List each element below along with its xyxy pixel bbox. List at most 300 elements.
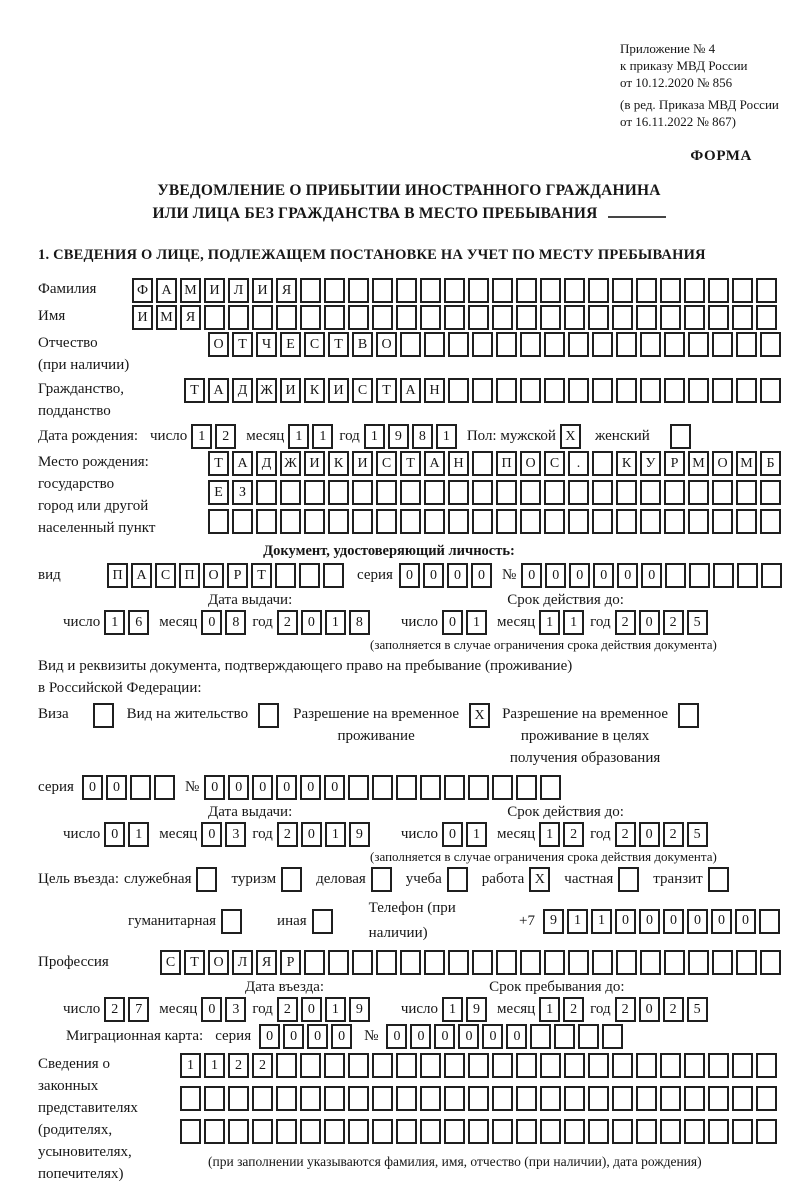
char-box[interactable] [196,867,217,892]
char-box[interactable] [640,509,661,534]
char-box[interactable] [348,1053,369,1078]
char-box[interactable] [154,775,175,800]
char-box[interactable] [468,775,489,800]
char-box[interactable] [228,1086,249,1111]
char-box[interactable] [420,775,441,800]
char-box[interactable] [688,332,709,357]
char-box[interactable] [324,1119,345,1144]
char-box[interactable]: 1 [364,424,385,449]
residence-issue-day-input[interactable] [104,822,149,847]
char-box[interactable] [612,1086,633,1111]
char-box[interactable] [472,332,493,357]
char-box[interactable] [688,480,709,505]
char-box[interactable] [640,378,661,403]
char-box[interactable]: С [304,332,325,357]
char-box[interactable]: 1 [104,610,125,635]
char-box[interactable]: Б [760,451,781,476]
char-box[interactable] [396,1119,417,1144]
birth-place-row3-input[interactable] [208,509,781,534]
char-box[interactable]: К [616,451,637,476]
char-box[interactable] [258,703,279,728]
char-box[interactable] [612,1119,633,1144]
char-box[interactable]: 1 [539,610,560,635]
char-box[interactable] [616,378,637,403]
char-box[interactable]: А [424,451,445,476]
char-box[interactable] [520,332,541,357]
char-box[interactable] [588,305,609,330]
char-box[interactable] [276,1119,297,1144]
residence-expiry-day-input[interactable] [442,822,487,847]
char-box[interactable] [568,332,589,357]
char-box[interactable] [616,480,637,505]
char-box[interactable] [472,378,493,403]
char-box[interactable]: 1 [128,822,149,847]
char-box[interactable]: 5 [687,997,708,1022]
residence-issue-month-input[interactable] [201,822,246,847]
char-box[interactable]: 0 [458,1024,479,1049]
char-box[interactable]: 7 [128,997,149,1022]
stay-day-input[interactable] [442,997,487,1022]
char-box[interactable] [578,1024,599,1049]
stay-month-input[interactable] [539,997,584,1022]
char-box[interactable] [256,480,277,505]
patronymic-input[interactable] [208,332,781,357]
char-box[interactable]: 2 [563,822,584,847]
char-box[interactable]: О [208,950,229,975]
char-box[interactable] [424,509,445,534]
char-box[interactable] [228,305,249,330]
char-box[interactable] [444,278,465,303]
residence-number-input[interactable] [204,775,561,800]
char-box[interactable]: 2 [663,610,684,635]
char-box[interactable]: 0 [434,1024,455,1049]
char-box[interactable] [732,1119,753,1144]
char-box[interactable] [640,950,661,975]
purpose-private-checkbox[interactable] [618,867,639,892]
char-box[interactable] [568,509,589,534]
char-box[interactable] [660,1086,681,1111]
char-box[interactable]: 2 [663,997,684,1022]
char-box[interactable]: О [203,563,224,588]
char-box[interactable]: 1 [325,610,346,635]
char-box[interactable] [664,480,685,505]
char-box[interactable] [348,278,369,303]
char-box[interactable]: 0 [324,775,345,800]
char-box[interactable] [492,1119,513,1144]
char-box[interactable] [424,480,445,505]
char-box[interactable] [564,305,585,330]
char-box[interactable]: 2 [563,997,584,1022]
char-box[interactable]: 0 [442,610,463,635]
char-box[interactable] [496,378,517,403]
char-box[interactable] [588,1086,609,1111]
char-box[interactable] [280,509,301,534]
char-box[interactable] [420,1086,441,1111]
char-box[interactable]: И [280,378,301,403]
legal-reps-row2-input[interactable] [180,1086,777,1111]
char-box[interactable] [554,1024,575,1049]
birth-month-input[interactable] [288,424,333,449]
char-box[interactable] [400,509,421,534]
char-box[interactable] [592,332,613,357]
char-box[interactable]: М [688,451,709,476]
char-box[interactable] [324,1086,345,1111]
char-box[interactable] [448,509,469,534]
char-box[interactable]: 9 [543,909,564,934]
char-box[interactable]: 0 [252,775,273,800]
char-box[interactable]: 8 [349,610,370,635]
char-box[interactable] [444,775,465,800]
char-box[interactable]: 0 [423,563,444,588]
char-box[interactable]: 0 [615,909,636,934]
char-box[interactable] [372,775,393,800]
char-box[interactable]: 1 [288,424,309,449]
char-box[interactable] [540,1053,561,1078]
char-box[interactable]: 0 [663,909,684,934]
char-box[interactable]: 0 [300,775,321,800]
char-box[interactable]: У [640,451,661,476]
char-box[interactable] [444,1119,465,1144]
char-box[interactable]: С [544,451,565,476]
char-box[interactable] [276,1086,297,1111]
identity-series-input[interactable] [399,563,492,588]
surname-input[interactable] [132,278,777,303]
char-box[interactable] [540,1119,561,1144]
char-box[interactable] [660,278,681,303]
char-box[interactable] [732,278,753,303]
char-box[interactable]: А [400,378,421,403]
char-box[interactable] [670,424,691,449]
char-box[interactable] [592,950,613,975]
char-box[interactable] [300,1119,321,1144]
char-box[interactable]: Ж [280,451,301,476]
char-box[interactable]: Ч [256,332,277,357]
char-box[interactable]: 0 [641,563,662,588]
char-box[interactable]: 0 [569,563,590,588]
char-box[interactable] [612,278,633,303]
char-box[interactable] [756,1053,777,1078]
char-box[interactable]: И [328,378,349,403]
char-box[interactable] [232,509,253,534]
char-box[interactable] [708,305,729,330]
char-box[interactable]: И [132,305,153,330]
char-box[interactable] [468,305,489,330]
char-box[interactable]: 0 [735,909,756,934]
char-box[interactable] [396,305,417,330]
char-box[interactable] [756,1086,777,1111]
char-box[interactable] [396,1053,417,1078]
char-box[interactable] [447,867,468,892]
char-box[interactable] [304,509,325,534]
char-box[interactable]: X [469,703,490,728]
char-box[interactable] [664,950,685,975]
char-box[interactable]: 0 [201,997,222,1022]
char-box[interactable]: М [180,278,201,303]
char-box[interactable]: 1 [466,822,487,847]
char-box[interactable] [516,1119,537,1144]
char-box[interactable] [280,480,301,505]
char-box[interactable] [304,480,325,505]
char-box[interactable] [713,563,734,588]
char-box[interactable] [348,1119,369,1144]
char-box[interactable] [540,278,561,303]
char-box[interactable] [712,480,733,505]
char-box[interactable] [544,378,565,403]
char-box[interactable]: 2 [277,610,298,635]
char-box[interactable]: Т [232,332,253,357]
char-box[interactable]: 0 [104,822,125,847]
char-box[interactable] [708,1086,729,1111]
char-box[interactable]: 0 [687,909,708,934]
purpose-study-checkbox[interactable] [447,867,468,892]
char-box[interactable]: И [252,278,273,303]
char-box[interactable]: 5 [687,610,708,635]
birth-day-input[interactable] [191,424,236,449]
char-box[interactable] [324,1053,345,1078]
char-box[interactable] [588,1053,609,1078]
char-box[interactable] [592,509,613,534]
purpose-other-checkbox[interactable] [312,909,333,934]
char-box[interactable] [564,1053,585,1078]
char-box[interactable] [312,909,333,934]
char-box[interactable]: 0 [639,822,660,847]
char-box[interactable]: 1 [563,610,584,635]
char-box[interactable]: Т [251,563,272,588]
char-box[interactable]: 9 [349,997,370,1022]
purpose-tourism-checkbox[interactable] [281,867,302,892]
char-box[interactable] [180,1119,201,1144]
char-box[interactable]: 3 [225,822,246,847]
char-box[interactable]: 0 [545,563,566,588]
char-box[interactable]: 0 [307,1024,328,1049]
char-box[interactable]: 2 [215,424,236,449]
char-box[interactable]: 2 [615,610,636,635]
char-box[interactable] [376,509,397,534]
char-box[interactable]: 1 [436,424,457,449]
char-box[interactable]: 2 [104,997,125,1022]
purpose-work-checkbox[interactable] [529,867,550,892]
char-box[interactable]: 0 [639,909,660,934]
char-box[interactable] [736,480,757,505]
char-box[interactable]: А [156,278,177,303]
identity-number-input[interactable] [521,563,782,588]
residence-expiry-month-input[interactable] [539,822,584,847]
char-box[interactable] [688,378,709,403]
char-box[interactable] [665,563,686,588]
char-box[interactable]: 0 [506,1024,527,1049]
char-box[interactable]: 0 [201,822,222,847]
char-box[interactable] [208,509,229,534]
char-box[interactable] [472,950,493,975]
entry-day-input[interactable] [104,997,149,1022]
birth-place-row1-input[interactable] [208,451,781,476]
char-box[interactable] [618,867,639,892]
char-box[interactable] [492,278,513,303]
char-box[interactable] [616,950,637,975]
legal-reps-row3-input[interactable] [180,1119,777,1144]
identity-kind-input[interactable] [107,563,344,588]
char-box[interactable]: 0 [482,1024,503,1049]
char-box[interactable] [492,775,513,800]
char-box[interactable]: М [736,451,757,476]
sex-female-checkbox[interactable] [670,424,691,449]
birth-year-input[interactable] [364,424,457,449]
char-box[interactable]: Е [280,332,301,357]
char-box[interactable] [300,1086,321,1111]
char-box[interactable] [204,305,225,330]
char-box[interactable]: А [208,378,229,403]
char-box[interactable] [568,480,589,505]
char-box[interactable] [756,1119,777,1144]
char-box[interactable]: 9 [388,424,409,449]
char-box[interactable] [664,332,685,357]
char-box[interactable] [468,1053,489,1078]
char-box[interactable] [516,1053,537,1078]
char-box[interactable] [759,909,780,934]
char-box[interactable] [732,305,753,330]
char-box[interactable] [352,950,373,975]
char-box[interactable]: Т [184,378,205,403]
char-box[interactable] [732,1053,753,1078]
char-box[interactable] [736,332,757,357]
char-box[interactable]: Т [376,378,397,403]
char-box[interactable]: 1 [539,822,560,847]
char-box[interactable] [516,1086,537,1111]
char-box[interactable]: 1 [466,610,487,635]
char-box[interactable]: Н [448,451,469,476]
char-box[interactable] [708,1053,729,1078]
char-box[interactable] [689,563,710,588]
char-box[interactable]: 0 [259,1024,280,1049]
char-box[interactable] [520,509,541,534]
char-box[interactable]: 2 [277,997,298,1022]
char-box[interactable]: X [529,867,550,892]
char-box[interactable]: Т [400,451,421,476]
char-box[interactable] [737,563,758,588]
visa-checkbox[interactable] [93,703,114,728]
char-box[interactable]: 0 [639,997,660,1022]
char-box[interactable] [252,305,273,330]
char-box[interactable] [564,1086,585,1111]
char-box[interactable]: С [352,378,373,403]
char-box[interactable] [376,950,397,975]
char-box[interactable]: П [179,563,200,588]
birth-place-row2-input[interactable] [208,480,781,505]
char-box[interactable]: 1 [325,822,346,847]
purpose-commercial-checkbox[interactable] [371,867,392,892]
char-box[interactable]: И [304,451,325,476]
legal-reps-row1-input[interactable] [180,1053,777,1078]
char-box[interactable]: Т [184,950,205,975]
identity-expiry-day-input[interactable] [442,610,487,635]
char-box[interactable] [712,509,733,534]
char-box[interactable] [276,1053,297,1078]
char-box[interactable] [636,305,657,330]
char-box[interactable] [736,378,757,403]
char-box[interactable]: 0 [442,822,463,847]
char-box[interactable]: 0 [593,563,614,588]
char-box[interactable] [588,1119,609,1144]
char-box[interactable] [736,509,757,534]
char-box[interactable]: 2 [615,997,636,1022]
char-box[interactable] [420,1119,441,1144]
char-box[interactable] [520,950,541,975]
char-box[interactable] [300,278,321,303]
char-box[interactable] [396,278,417,303]
char-box[interactable] [564,1119,585,1144]
identity-issue-year-input[interactable] [277,610,370,635]
char-box[interactable] [712,950,733,975]
char-box[interactable] [228,1119,249,1144]
char-box[interactable] [324,278,345,303]
char-box[interactable] [760,480,781,505]
char-box[interactable] [520,480,541,505]
char-box[interactable] [636,1053,657,1078]
char-box[interactable]: 0 [617,563,638,588]
char-box[interactable]: 3 [225,997,246,1022]
char-box[interactable]: 0 [204,775,225,800]
char-box[interactable]: 0 [447,563,468,588]
char-box[interactable]: 1 [204,1053,225,1078]
sex-male-checkbox[interactable] [560,424,581,449]
stay-year-input[interactable] [615,997,708,1022]
char-box[interactable] [376,480,397,505]
char-box[interactable] [352,509,373,534]
char-box[interactable] [756,305,777,330]
char-box[interactable] [684,1086,705,1111]
char-box[interactable] [544,332,565,357]
char-box[interactable]: 1 [567,909,588,934]
char-box[interactable] [612,305,633,330]
char-box[interactable]: О [208,332,229,357]
char-box[interactable]: 0 [106,775,127,800]
char-box[interactable] [448,378,469,403]
char-box[interactable] [252,1119,273,1144]
char-box[interactable] [424,950,445,975]
char-box[interactable]: С [155,563,176,588]
char-box[interactable]: 0 [228,775,249,800]
char-box[interactable] [424,332,445,357]
char-box[interactable]: 0 [82,775,103,800]
char-box[interactable] [568,950,589,975]
char-box[interactable] [348,305,369,330]
char-box[interactable]: Т [328,332,349,357]
char-box[interactable] [492,1053,513,1078]
char-box[interactable]: Я [276,278,297,303]
phone-input[interactable] [543,909,780,934]
char-box[interactable]: Я [256,950,277,975]
char-box[interactable]: А [232,451,253,476]
char-box[interactable] [400,950,421,975]
char-box[interactable] [684,278,705,303]
char-box[interactable] [299,563,320,588]
char-box[interactable] [300,1053,321,1078]
char-box[interactable] [372,278,393,303]
char-box[interactable] [396,775,417,800]
char-box[interactable]: 1 [312,424,333,449]
char-box[interactable]: 0 [711,909,732,934]
char-box[interactable] [516,305,537,330]
char-box[interactable]: 6 [128,610,149,635]
char-box[interactable] [352,480,373,505]
char-box[interactable]: Д [232,378,253,403]
char-box[interactable] [544,480,565,505]
citizenship-input[interactable] [184,378,781,403]
char-box[interactable] [448,332,469,357]
char-box[interactable] [275,563,296,588]
char-box[interactable]: И [352,451,373,476]
char-box[interactable] [492,1086,513,1111]
